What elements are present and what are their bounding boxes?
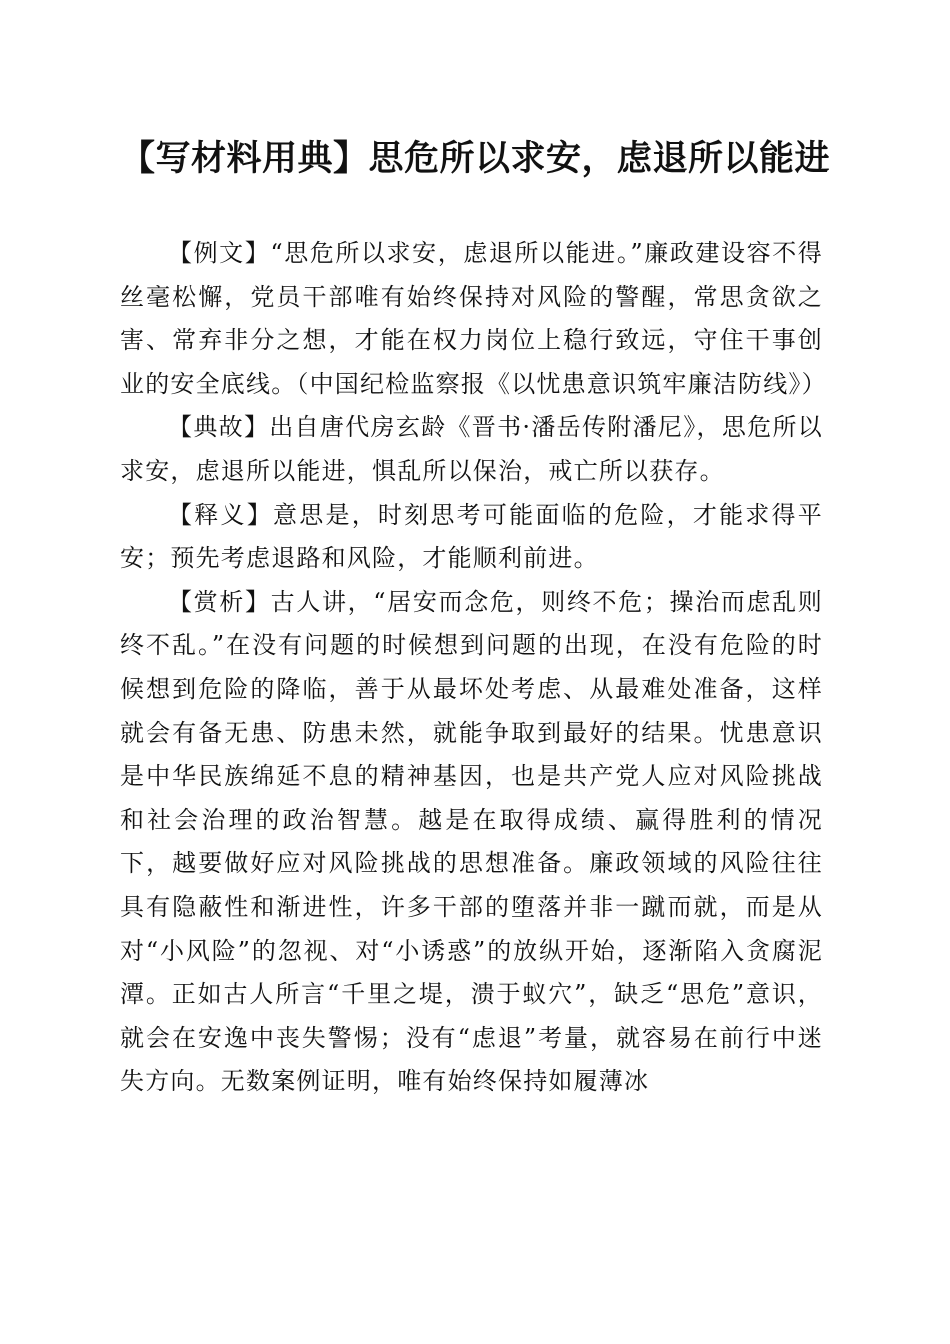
paragraph-text: 古人讲，“居安而念危，则终不危；操治而虑乱则终不乱。”在没有问题的时候想到问题的出现，在没有危险的时候想到危险的降临，善于从最坏处考虑、从最难处准备，这样就会有备无患、防患未然，就能争取到最好的结果。忧患意识是中华民族绵延不息的精神基因，也是共产党人应对风险挑战和社会治理的政治智慧。越是在取得成绩、赢得胜利的情况下，越要做好应对风险挑战的思想准备。廉政领域的风险往往具有隐蔽性和渐进性，许多干部的堕落并非一蹴而就，而是从对“小风险”的忽视、对“小诱惑”的放纵开始，逐渐陷入贪腐泥潭。正如古人所言“千里之堤，溃于蚁穴”，缺乏“思危”意识，就会在安逸中丧失警惕；没有“虑退”考量，就容易在前行中迷失方向。无数案例证明，唯有始终保持如履薄冰: [120, 587, 823, 1096]
paragraph-tag: 【典故】: [168, 413, 270, 442]
paragraph-tag: 【赏析】: [168, 587, 271, 616]
paragraph-text: 意思是，时刻思考可能面临的危险，才能求得平安；预先考虑退路和风险，才能顺利前进。: [120, 500, 823, 573]
paragraph-appreciation: [120, 581, 823, 1104]
paragraph-tag: 【释义】: [168, 500, 273, 529]
paragraph-text: 出自唐代房玄龄《晋书·潘岳传附潘尼》，思危所以求安，虑退所以能进，惧乱所以保治，戒亡所以获存。: [120, 413, 823, 485]
paragraph-tag: 【例文】: [168, 239, 271, 267]
document-title: 【写材料用典】思危所以求安，虑退所以能进: [119, 138, 830, 179]
paragraph-meaning: [120, 494, 823, 581]
paragraph-text: “思危所以求安，虑退所以能进。”廉政建设容不得丝毫松懈，党员干部唯有始终保持对风险的警醒，常思贪欲之害、常弃非分之想，才能在权力岗位上稳行致远，守住干事创业的安全底线。（中国纪检监察报《以忧患意识筑牢廉洁防线》）: [120, 239, 827, 398]
paragraph-example: [120, 232, 827, 406]
document-body: [120, 232, 827, 1104]
paragraph-allusion: [120, 406, 823, 493]
